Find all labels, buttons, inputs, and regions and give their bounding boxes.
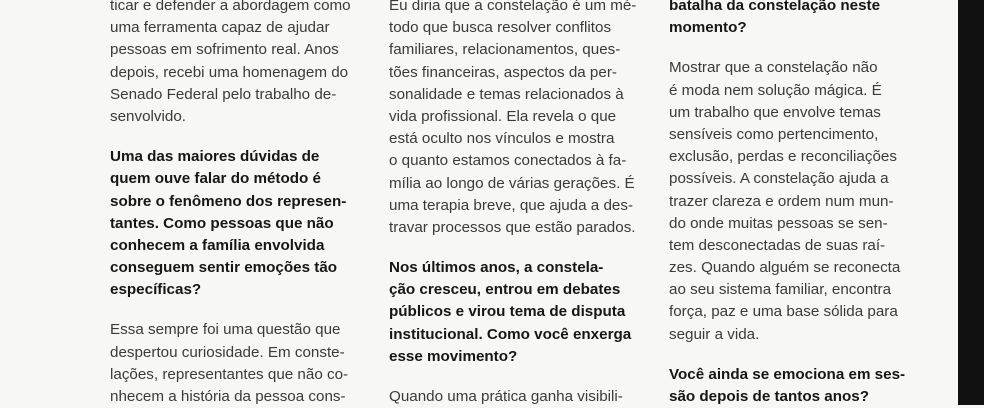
text-line: mília ao longo de várias gerações. É	[389, 174, 635, 192]
paragraph	[110, 0, 351, 128]
text-line: do onde muitas pessoas se sen-	[669, 214, 888, 232]
paragraph	[669, 57, 905, 345]
text-line: específicas?	[110, 281, 202, 299]
text-line: todo que busca resolver conflitos	[389, 19, 612, 37]
text-line: ao seu sistema familiar, encontra	[669, 281, 892, 299]
text-line: familiares, relacionamentos, ques-	[389, 41, 621, 59]
text-line: momento?	[669, 19, 747, 37]
text-line: uma ferramenta capaz de ajudar	[110, 19, 330, 37]
text-line: travar processos que estão parados.	[389, 218, 636, 236]
text-line: depois, recebi uma homenagem do	[110, 63, 349, 81]
text-line: quem ouve falar do método é	[110, 170, 321, 188]
text-line: está oculto nos vínculos e mostra	[389, 130, 615, 148]
text-line: Nos últimos anos, a constela-	[389, 259, 604, 277]
text-line: seguir a vida.	[669, 325, 760, 343]
text-line: tem desconectadas de suas raí-	[669, 236, 886, 254]
text-line: públicos e virou tema de disputa	[389, 303, 626, 321]
text-line: um trabalho que envolve temas	[669, 103, 881, 121]
interview-question	[110, 146, 351, 301]
text-line: possíveis. A constelação ajuda a	[669, 170, 889, 188]
interview-question	[669, 364, 905, 408]
text-line: Quando uma prática ganha visibili-	[389, 388, 623, 405]
text-line: tantes. Como pessoas que não	[110, 214, 334, 232]
text-line: Você ainda se emociona em ses-	[669, 365, 906, 383]
text-line: ção cresceu, entrou em debates	[389, 281, 621, 299]
text-line: despertou curiosidade. Em conste-	[110, 343, 345, 361]
text-line: zes. Quando alguém se reconecta	[669, 259, 901, 277]
text-line: esse movimento?	[389, 347, 518, 365]
text-line: sensíveis como pertencimento,	[669, 125, 879, 143]
text-line: são depois de tantos anos?	[669, 388, 870, 405]
text-line: Eu diria que a constelação é um mé-	[389, 0, 637, 14]
text-line: Senado Federal pelo trabalho de-	[110, 85, 337, 103]
paragraph	[389, 0, 636, 239]
interview-question	[669, 0, 905, 39]
text-line: nhecem a história da pessoa cons-	[110, 388, 346, 405]
interview-question	[389, 257, 636, 368]
text-line: tões financeiras, aspectos da per-	[389, 63, 617, 81]
text-line: sonalidade e temas relacionados à	[389, 85, 624, 103]
text-line: institucional. Como você enxerga	[389, 325, 632, 343]
column-1	[110, 0, 351, 408]
column-3	[669, 0, 905, 408]
text-line: exclusão, perdas e reconciliações	[669, 148, 897, 166]
text-line: o quanto estamos conectados à fa-	[389, 152, 627, 170]
text-line: pessoas em sofrimento real. Anos	[110, 41, 339, 59]
text-line: Uma das maiores dúvidas de	[110, 148, 320, 166]
column-2	[389, 0, 636, 408]
text-line: uma terapia breve, que ajuda a des-	[389, 196, 634, 214]
text-line: sobre o fenômeno dos represen-	[110, 192, 347, 210]
page-edge-shadow	[958, 0, 984, 405]
text-line: ticar e defender a abordagem como	[110, 0, 351, 14]
text-line: força, paz e uma base sólida para	[669, 303, 898, 321]
text-line: batalha da constelação neste	[669, 0, 881, 14]
text-line: lações, representantes que não co-	[110, 365, 349, 383]
text-line: conhecem a família envolvida	[110, 236, 325, 254]
text-line: senvolvido.	[110, 107, 186, 125]
text-line: Mostrar que a constelação não	[669, 59, 878, 77]
paragraph	[110, 319, 351, 408]
text-line: conseguem sentir emoções tão	[110, 259, 338, 277]
text-line: Essa sempre foi uma questão que	[110, 321, 341, 339]
text-line: vida profissional. Ela revela o que	[389, 107, 617, 125]
text-line: é moda nem solução mágica. É	[669, 81, 882, 99]
text-line: trazer clareza e ordem num mun-	[669, 192, 894, 210]
